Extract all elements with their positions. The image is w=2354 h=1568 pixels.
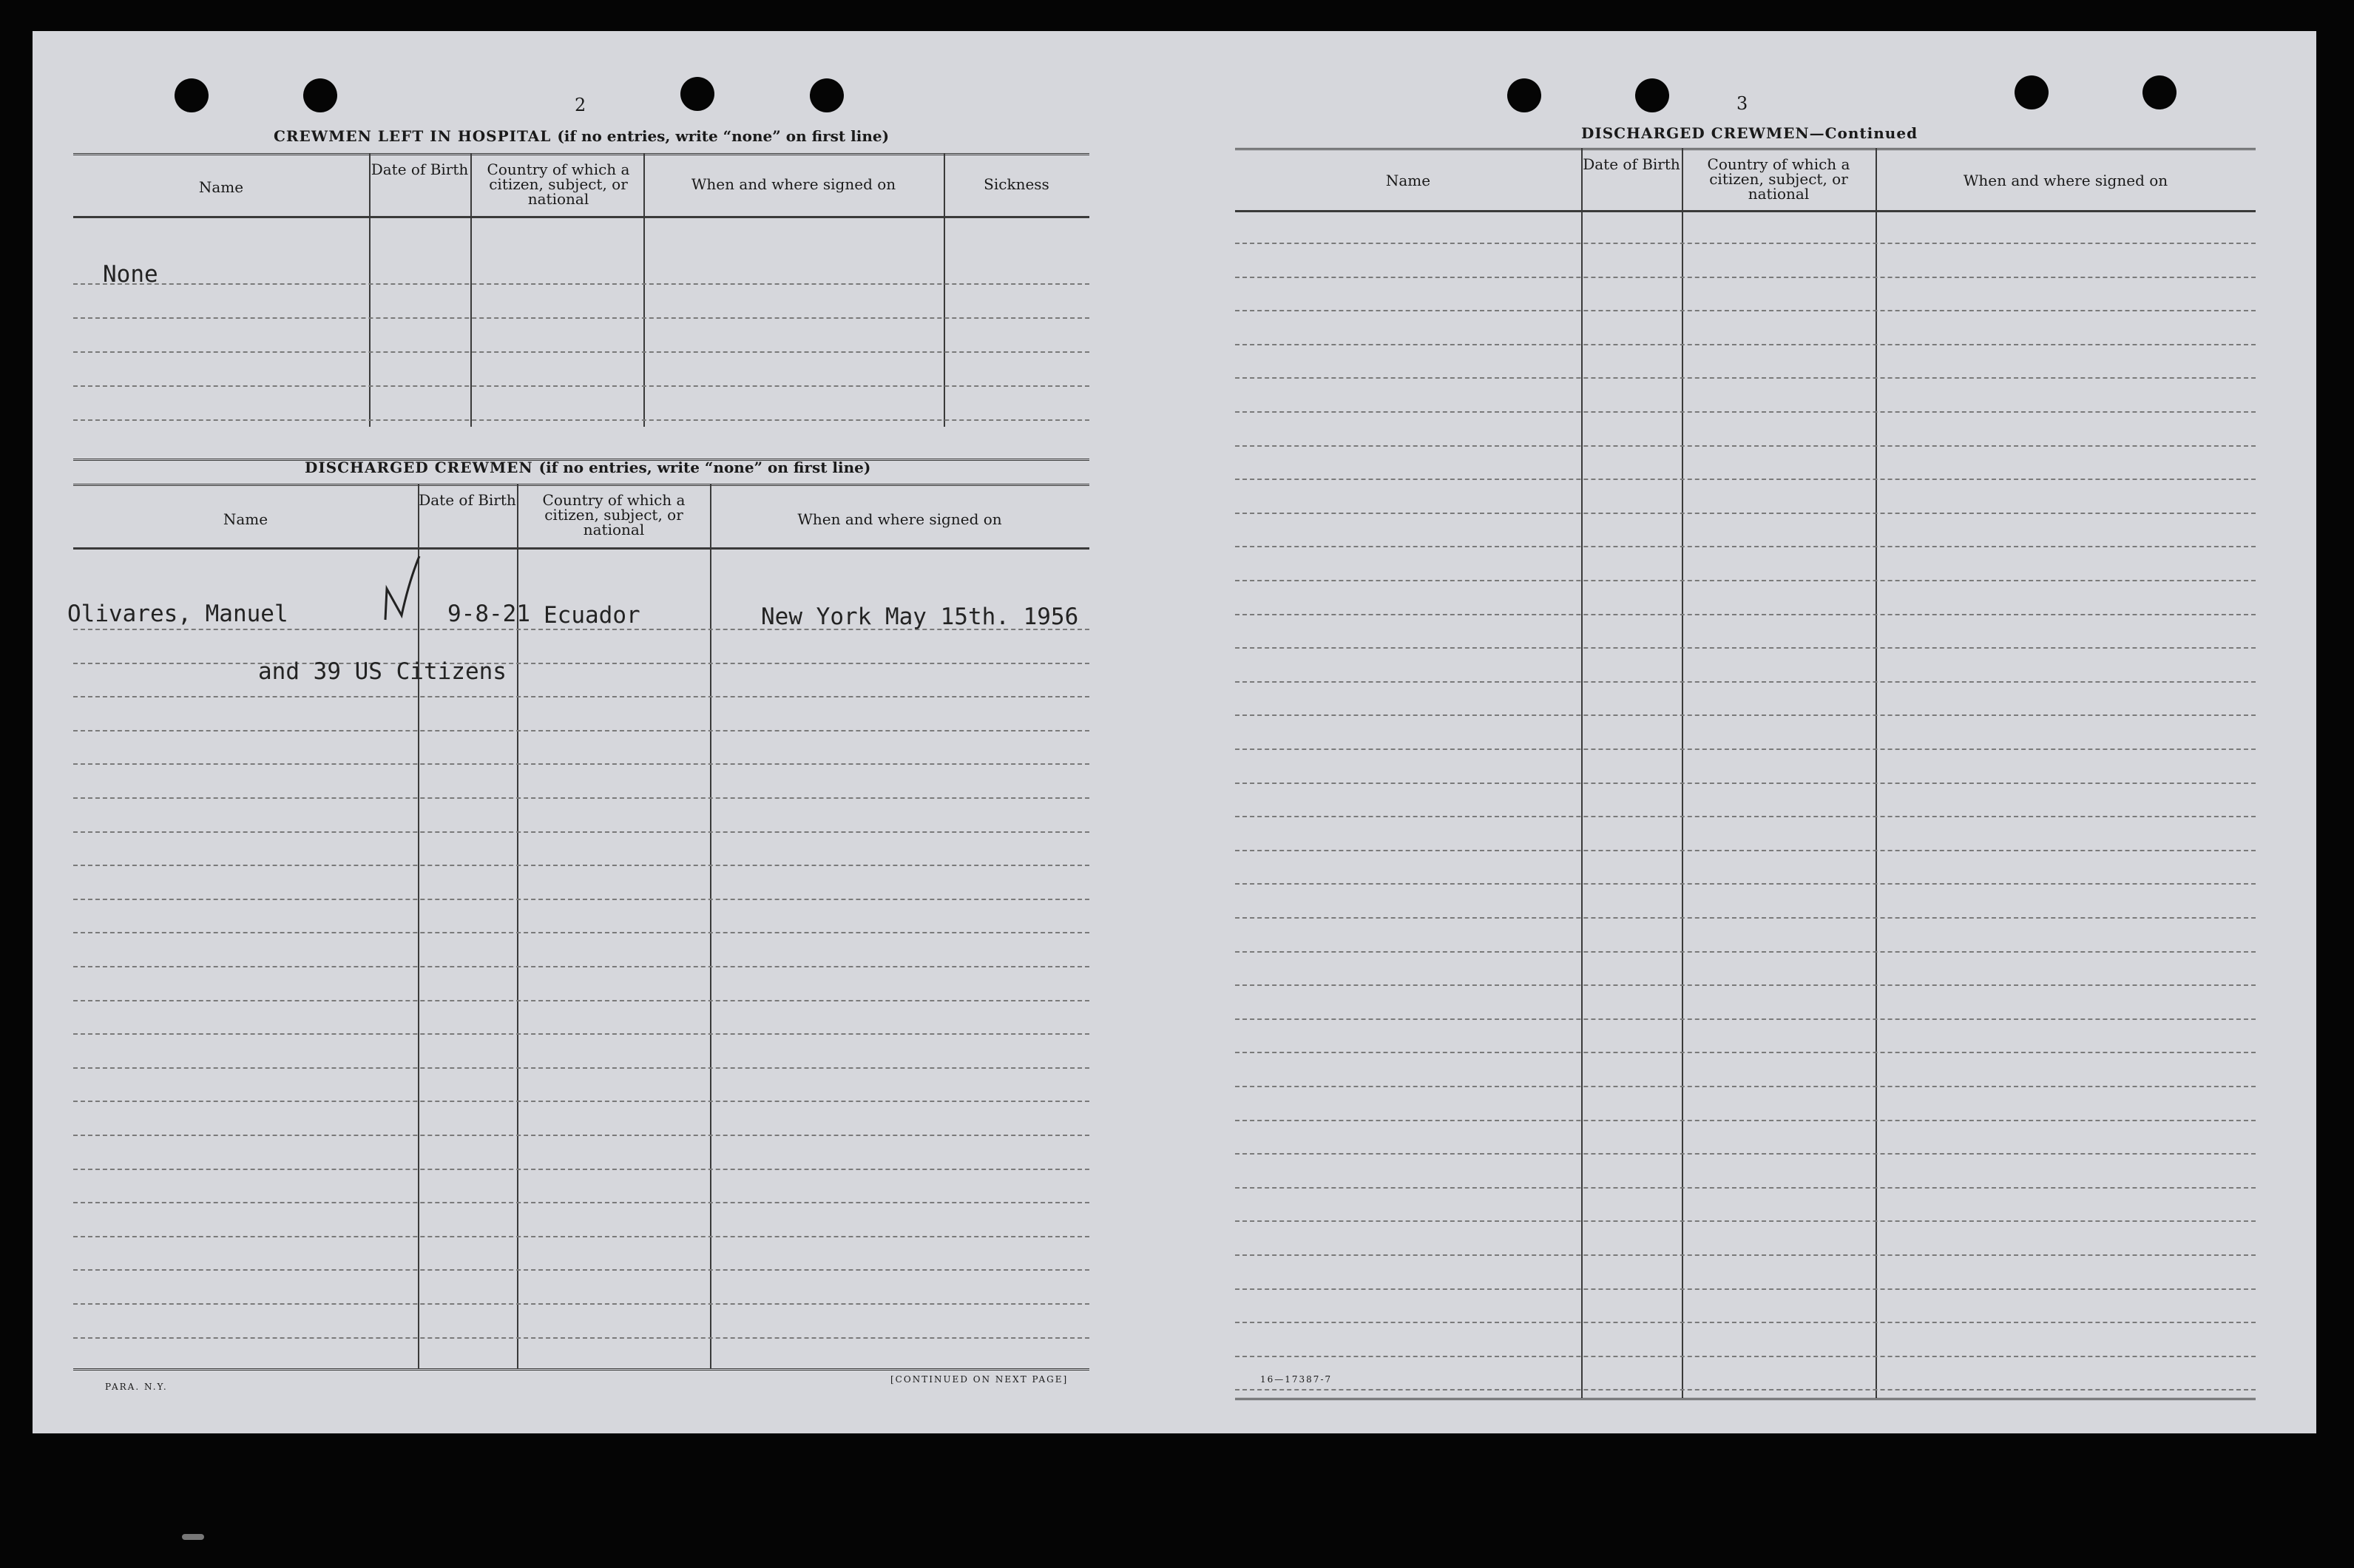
scan-mark <box>182 1534 204 1540</box>
footer-printer: PARA. N.Y. <box>105 1382 168 1392</box>
right-section-title: DISCHARGED CREWMEN—Continued <box>1581 124 1918 142</box>
entry-rule <box>1235 411 2256 413</box>
entry-rule <box>1235 647 2256 649</box>
crewman-country: Ecuador <box>544 602 640 629</box>
table-bottom-rule <box>73 1368 1089 1371</box>
entry-rule <box>1235 546 2256 547</box>
header-date-of-birth: Date of Birth <box>419 491 516 509</box>
entry-rule <box>1235 917 2256 919</box>
header-bottom-rule <box>73 216 1089 218</box>
entry-rule <box>73 1135 1089 1136</box>
entry-rule <box>1235 714 2256 716</box>
header-date-of-birth: Date of Birth <box>371 160 469 178</box>
entry-rule <box>1235 310 2256 311</box>
header-country: Country of which a citizen, subject, or national <box>1707 155 1850 203</box>
entry-rule <box>1235 1120 2256 1121</box>
entry-rule <box>1235 243 2256 244</box>
header-name: Name <box>1385 172 1431 189</box>
entry-rule <box>73 1269 1089 1271</box>
footer-form-number: 16—17387-7 <box>1260 1374 1333 1385</box>
discharged-continued-table <box>1235 148 2256 1405</box>
entry-rule <box>73 1033 1089 1035</box>
table-top-rule <box>73 484 1089 489</box>
document-paper <box>33 31 2316 1433</box>
entry-rule <box>1235 614 2256 615</box>
entry-rule <box>1235 951 2256 953</box>
entry-rule <box>1235 816 2256 817</box>
entry-rule <box>73 865 1089 866</box>
header-signed-on: When and where signed on <box>797 510 1002 528</box>
column-divider <box>1581 148 1583 1398</box>
crewman-summary: and 39 US Citizens <box>258 658 507 685</box>
entry-rule <box>73 283 1089 285</box>
entry-rule <box>73 730 1089 731</box>
crewman-name: Olivares, Manuel <box>67 601 288 627</box>
punch-hole <box>2015 75 2049 109</box>
header-signed-on: When and where signed on <box>1963 172 2168 189</box>
entry-rule <box>1235 1052 2256 1053</box>
page-number: 2 <box>575 95 586 115</box>
hospital-title-text: CREWMEN LEFT IN HOSPITAL <box>274 127 552 145</box>
entry-rule <box>73 966 1089 967</box>
entry-rule <box>73 1202 1089 1203</box>
entry-rule <box>1235 1389 2256 1390</box>
entry-rule <box>73 899 1089 900</box>
punch-hole <box>2142 75 2177 109</box>
header-sickness: Sickness <box>984 175 1049 193</box>
footer-continued: [CONTINUED ON NEXT PAGE] <box>890 1374 1069 1385</box>
entry-rule <box>1235 1153 2256 1155</box>
entry-rule <box>73 831 1089 833</box>
entry-rule <box>73 1236 1089 1237</box>
entry-rule <box>1235 377 2256 379</box>
entry-rule <box>1235 1288 2256 1290</box>
entry-rule <box>1235 1086 2256 1087</box>
header-date-of-birth: Date of Birth <box>1583 155 1680 173</box>
entry-rule <box>73 932 1089 933</box>
entry-rule <box>1235 1254 2256 1256</box>
entry-rule <box>1235 783 2256 784</box>
header-name: Name <box>223 510 268 528</box>
entry-rule <box>1235 1220 2256 1222</box>
discharged-section-title <box>305 459 870 476</box>
column-divider <box>1876 148 1877 1398</box>
entry-rule <box>73 763 1089 765</box>
entry-rule <box>1235 681 2256 683</box>
table-top-rule <box>73 153 1089 158</box>
discharged-table <box>67 484 1089 1401</box>
hospital-title-note: (if no entries, write “none” on first line) <box>557 127 890 145</box>
entry-rule <box>1235 1322 2256 1323</box>
hospital-section-title <box>274 127 889 145</box>
entry-rule <box>1235 479 2256 480</box>
entry-rule <box>1235 748 2256 750</box>
entry-rule <box>73 419 1089 421</box>
check-mark-icon <box>379 552 421 623</box>
entry-rule <box>1235 580 2256 581</box>
hospital-entry: None <box>103 261 158 288</box>
entry-rule <box>73 351 1089 353</box>
entry-rule <box>1235 1187 2256 1189</box>
crewman-signed-on: New York May 15th. 1956 <box>761 604 1079 630</box>
header-country: Country of which a citizen, subject, or national <box>487 160 630 208</box>
table-bottom-rule <box>1235 1398 2256 1400</box>
punch-hole <box>303 78 337 112</box>
entry-rule <box>73 1067 1089 1069</box>
header-bottom-rule <box>73 547 1089 550</box>
entry-rule <box>1235 850 2256 851</box>
entry-rule <box>1235 1018 2256 1020</box>
entry-rule <box>1235 277 2256 278</box>
punch-hole <box>1635 78 1669 112</box>
punch-hole <box>1507 78 1541 112</box>
entry-rule <box>1235 513 2256 514</box>
header-name: Name <box>198 178 244 196</box>
entry-rule <box>1235 1356 2256 1357</box>
entry-rule <box>1235 344 2256 345</box>
entry-rule <box>73 663 1089 664</box>
entry-rule <box>73 1169 1089 1170</box>
crewman-dob: 9-8-21 <box>447 601 530 627</box>
handwritten-check-mark <box>379 552 421 626</box>
entry-rule <box>73 1303 1089 1305</box>
header-signed-on: When and where signed on <box>691 175 896 193</box>
punch-hole <box>810 78 844 112</box>
punch-hole <box>175 78 209 112</box>
discharged-title-note: (if no entries, write “none” on first line) <box>538 459 871 476</box>
punch-hole <box>680 77 714 111</box>
entry-rule <box>73 317 1089 319</box>
discharged-title-text: DISCHARGED CREWMEN <box>305 459 533 476</box>
entry-rule <box>1235 984 2256 986</box>
entry-rule <box>1235 883 2256 885</box>
entry-rule <box>1235 445 2256 447</box>
header-country: Country of which a citizen, subject, or national <box>542 491 686 538</box>
entry-rule <box>73 1101 1089 1102</box>
page-number: 3 <box>1736 93 1748 114</box>
entry-rule <box>73 696 1089 697</box>
entry-rule <box>73 797 1089 799</box>
entry-rule <box>73 1337 1089 1339</box>
header-bottom-rule <box>1235 210 2256 212</box>
hospital-table <box>73 153 1089 464</box>
column-divider <box>1682 148 1683 1398</box>
table-top-rule <box>1235 148 2256 153</box>
entry-rule <box>73 385 1089 387</box>
entry-rule <box>73 1000 1089 1001</box>
